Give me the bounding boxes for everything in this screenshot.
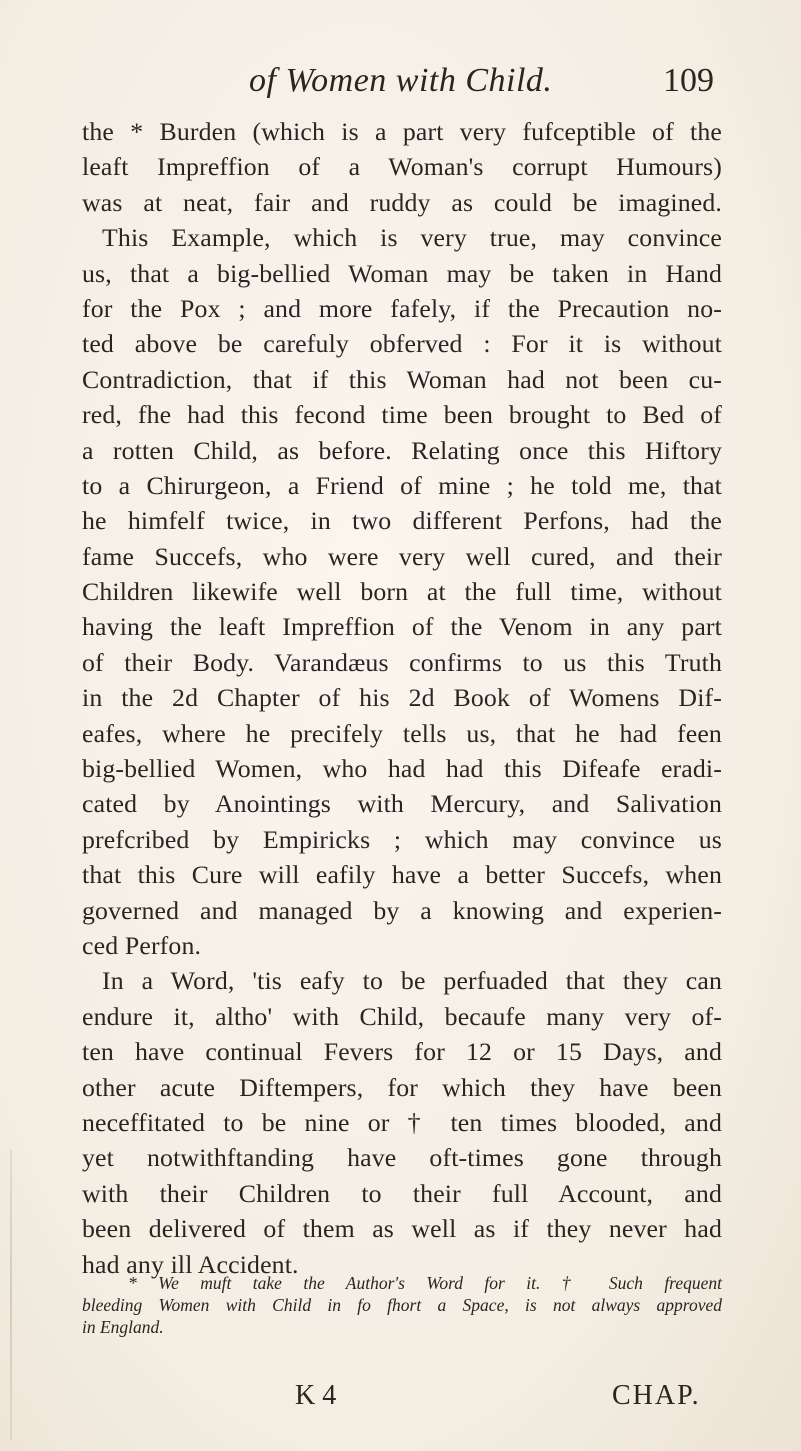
text-line: in the 2d Chapter of his 2d Book of Womens Dif- [82, 683, 722, 713]
text-line: with their Children to their full Account, and [82, 1178, 722, 1208]
text-line: having the leaft Impreffion of the Venom in any part [82, 612, 722, 642]
text-line: ten have continual Fevers for 12 or 15 Days, and [82, 1037, 722, 1067]
footnote-line: * We muft take the Author's Word for it. † Such frequent [128, 1273, 722, 1293]
text-line: he himfelf twice, in two different Perfons, had the [82, 506, 722, 536]
body-text [82, 114, 722, 1282]
text-line: been delivered of them as well as if they never had [82, 1214, 722, 1244]
text-line: fame Succefs, who were very well cured, and their [82, 541, 722, 571]
text-line: to a Chirurgeon, a Friend of mine ; he told me, that [82, 470, 722, 500]
text-line: big-bellied Women, who had had this Difeafe eradi- [82, 754, 722, 784]
text-line: ted above be carefuly obferved : For it is without [82, 329, 722, 359]
text-line: of their Body. Varandæus confirms to us this Truth [82, 647, 722, 677]
text-line: Children likewife well born at the full time, without [82, 577, 722, 607]
text-line: neceffitated to be nine or † ten times blooded, and [82, 1107, 722, 1137]
text-line: This Example, which is very true, may convince [102, 223, 722, 253]
text-line: us, that a big-bellied Woman may be taken in Hand [82, 258, 722, 288]
page-number: 109 [663, 62, 714, 99]
text-line: was at neat, fair and ruddy as could be imagined. [82, 187, 722, 217]
footnote-line: bleeding Women with Child in fo fhort a Space, is not always approved [82, 1295, 722, 1315]
text-line: that this Cure will eafily have a better Succefs, when [82, 860, 722, 890]
catchword: CHAP. [612, 1380, 701, 1411]
page-footer [0, 1380, 801, 1420]
text-line: governed and managed by a knowing and experien- [82, 895, 722, 925]
text-line: for the Pox ; and more fafely, if the Precaution no- [82, 293, 722, 323]
footnote-line: in England. [82, 1317, 164, 1337]
page-header [0, 62, 801, 102]
text-line: red, fhe had this fecond time been brought to Bed of [82, 400, 722, 430]
text-line: the * Burden (which is a part very fufceptible of the [82, 117, 722, 146]
text-line: In a Word, 'tis eafy to be perfuaded that they can [102, 966, 722, 996]
text-line: a rotten Child, as before. Relating once this Hiftory [82, 435, 722, 465]
text-line: yet notwithftanding have oft-times gone through [82, 1143, 722, 1173]
text-line: prefcribed by Empiricks ; which may convince us [82, 824, 722, 854]
footnotes [82, 1272, 722, 1338]
text-line: other acute Diftempers, for which they have been [82, 1072, 722, 1102]
text-line: leaft Impreffion of a Woman's corrupt Humours) [82, 152, 722, 182]
text-line: endure it, altho' with Child, becaufe many very of- [82, 1001, 722, 1031]
text-line: Contradiction, that if this Woman had not been cu- [82, 364, 722, 394]
running-head: of Women with Child. [249, 62, 553, 99]
text-line: had any ill Accident. [82, 1249, 299, 1279]
text-line: ced Perfon. [82, 930, 202, 960]
text-line: eafes, where he precifely tells us, that he had feen [82, 718, 722, 748]
text-line: cated by Anointings with Mercury, and Salivation [82, 789, 722, 819]
signature-mark: K 4 [295, 1380, 337, 1411]
